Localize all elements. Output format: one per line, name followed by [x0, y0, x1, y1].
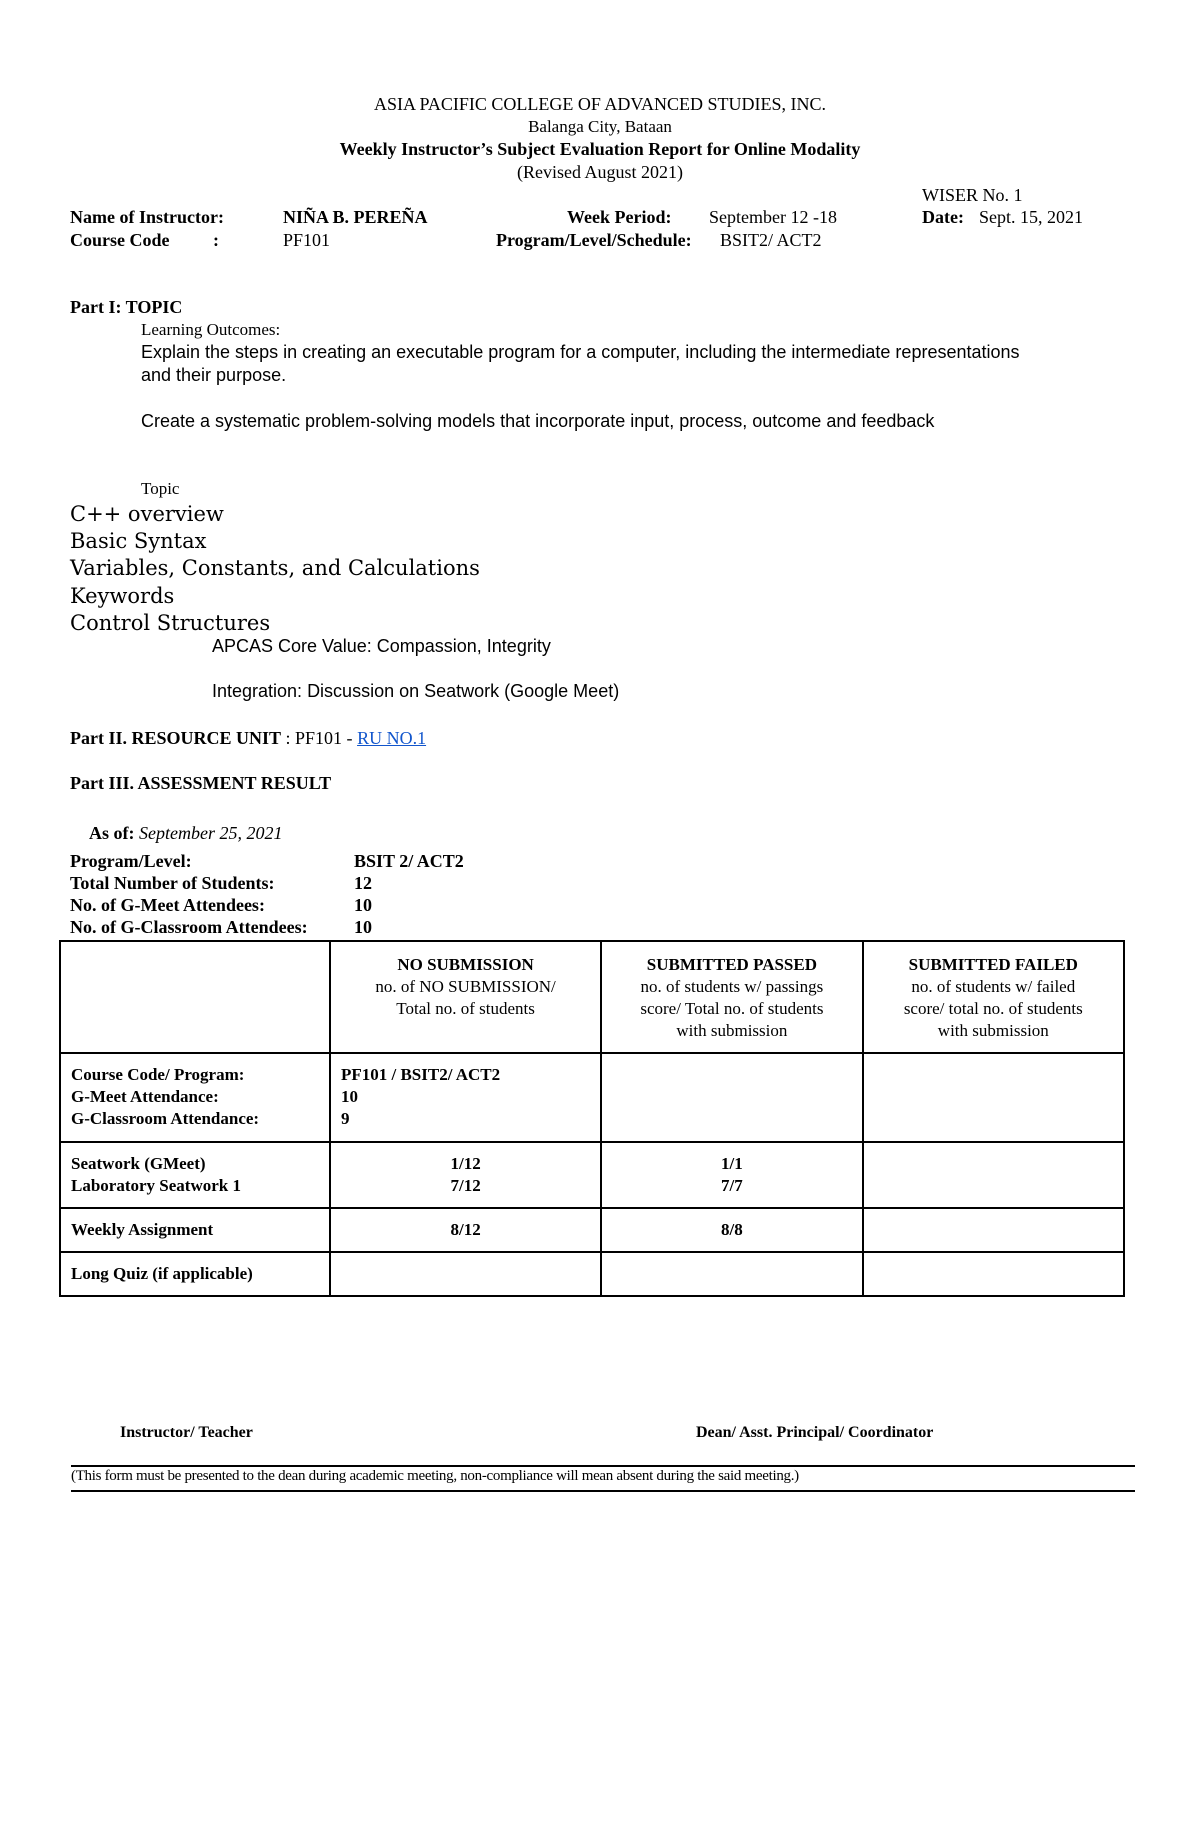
seatwork-no-submission: [330, 1142, 601, 1208]
cell-value: 7/12: [450, 1176, 481, 1195]
week-period-value: September 12 -18: [709, 207, 837, 227]
topic-item: Control Structures: [70, 611, 271, 635]
outcome-1-line2: and their purpose.: [141, 365, 287, 385]
week-period-label: Week Period:: [567, 207, 672, 227]
topic-item: Variables, Constants, and Calculations: [70, 556, 480, 580]
cell-value: 1/12: [450, 1154, 481, 1173]
empty-cell: [863, 1252, 1124, 1296]
course-code-value: PF101: [283, 230, 331, 250]
instructor-name: NIÑA B. PEREÑA: [283, 207, 428, 227]
assessment-table: [59, 940, 1125, 1297]
wiser-number: WISER No. 1: [922, 185, 1023, 205]
footer-note: (This form must be presented to the dean during academic meeting, non-compliance will mean absent during the said meeting.): [71, 1468, 799, 1484]
empty-cell: [601, 1252, 862, 1296]
part1-heading: Part I: TOPIC: [70, 297, 183, 317]
date-value: Sept. 15, 2021: [979, 207, 1084, 227]
row-value: PF101 / BSIT2/ ACT2: [340, 1065, 501, 1084]
submitted-passed-header: [601, 941, 862, 1053]
row-value: 10: [340, 1087, 358, 1106]
column-title: SUBMITTED PASSED: [646, 955, 817, 974]
empty-cell: [863, 1142, 1124, 1208]
course-row-labels: [60, 1053, 330, 1142]
column-desc-line: with submission: [676, 1021, 788, 1040]
topic-item: Keywords: [70, 584, 175, 608]
table-row: [60, 1053, 1124, 1142]
quiz-row-label: Long Quiz (if applicable): [60, 1252, 330, 1296]
part2-line: [70, 728, 426, 749]
part2-separator: : PF101 -: [281, 728, 358, 748]
row-value: 9: [340, 1109, 350, 1128]
weekly-no-submission: 8/12: [330, 1208, 601, 1252]
cell-value: 1/1: [721, 1154, 743, 1173]
core-value: APCAS Core Value: Compassion, Integrity: [212, 636, 551, 656]
summary-value: 10: [354, 895, 372, 915]
course-code-label: Course Code: [70, 230, 170, 250]
column-desc-line: no. of students w/ passings: [640, 977, 824, 996]
footer-top-rule: [71, 1465, 1135, 1467]
column-desc-line: score/ total no. of students: [903, 999, 1083, 1018]
table-row: [60, 1252, 1124, 1296]
summary-label: No. of G-Meet Attendees:: [70, 895, 265, 915]
column-desc-line: with submission: [937, 1021, 1049, 1040]
summary-value: BSIT 2/ ACT2: [354, 851, 464, 871]
weekly-passed: 8/8: [601, 1208, 862, 1252]
learning-outcomes-label: Learning Outcomes:: [141, 320, 281, 339]
table-row: [60, 1142, 1124, 1208]
course-code-colon: :: [213, 230, 219, 250]
footer-bottom-rule: [71, 1490, 1135, 1492]
program-schedule-value: BSIT2/ ACT2: [720, 230, 822, 250]
row-label: Seatwork (GMeet): [71, 1154, 206, 1173]
row-label: Laboratory Seatwork 1: [71, 1176, 241, 1195]
instructor-label: Name of Instructor:: [70, 207, 224, 227]
part2-heading: Part II. RESOURCE UNIT: [70, 728, 282, 748]
integration-line: Integration: Discussion on Seatwork (Google Meet): [212, 681, 620, 701]
empty-cell: [863, 1208, 1124, 1252]
instructor-signature-label: Instructor/ Teacher: [120, 1424, 253, 1441]
topic-label: Topic: [141, 479, 180, 498]
summary-label: Program/Level:: [70, 851, 192, 871]
city-line: Balanga City, Bataan: [528, 117, 672, 136]
empty-cell: [601, 1053, 862, 1142]
summary-label: Total Number of Students:: [70, 873, 275, 893]
seatwork-passed: [601, 1142, 862, 1208]
outcome-1-line1: Explain the steps in creating an executable program for a computer, including the intermediate representations: [141, 342, 1020, 362]
as-of-label: As of:: [89, 823, 135, 843]
as-of-line: [89, 823, 282, 844]
row-label: G-Meet Attendance:: [71, 1087, 219, 1106]
column-title: NO SUBMISSION: [397, 955, 534, 974]
revision-line: (Revised August 2021): [517, 162, 683, 182]
dean-signature-label: Dean/ Asst. Principal/ Coordinator: [696, 1424, 934, 1441]
course-row-values: [330, 1053, 601, 1142]
institution-name: ASIA PACIFIC COLLEGE OF ADVANCED STUDIES, INC.: [373, 94, 827, 114]
column-desc-line: Total no. of students: [396, 999, 535, 1018]
date-label: Date:: [922, 207, 964, 227]
summary-label: No. of G-Classroom Attendees:: [70, 917, 308, 937]
table-row: [60, 1208, 1124, 1252]
empty-cell: [863, 1053, 1124, 1142]
column-desc-line: no. of students w/ failed: [911, 977, 1076, 996]
summary-value: 10: [354, 917, 372, 937]
no-submission-header: [330, 941, 601, 1053]
topic-item: C++ overview: [70, 502, 224, 526]
row-label: Course Code/ Program:: [71, 1065, 245, 1084]
column-title: SUBMITTED FAILED: [908, 955, 1078, 974]
as-of-date: September 25, 2021: [139, 823, 283, 843]
header-empty-cell: [60, 941, 330, 1053]
row-label: G-Classroom Attendance:: [71, 1109, 260, 1128]
table-header-row: [60, 941, 1124, 1053]
column-desc-line: score/ Total no. of students: [640, 999, 824, 1018]
cell-value: 7/7: [721, 1176, 743, 1195]
seatwork-row-labels: [60, 1142, 330, 1208]
submitted-failed-header: [863, 941, 1124, 1053]
empty-cell: [330, 1252, 601, 1296]
resource-unit-link[interactable]: RU NO.1: [357, 728, 427, 748]
report-title: Weekly Instructor’s Subject Evaluation Report for Online Modality: [339, 139, 861, 159]
part3-heading: Part III. ASSESSMENT RESULT: [70, 773, 332, 793]
program-schedule-label: Program/Level/Schedule:: [496, 230, 692, 250]
outcome-2: Create a systematic problem-solving models that incorporate input, process, outcome and feedback: [141, 411, 935, 431]
topic-item: Basic Syntax: [70, 529, 207, 553]
weekly-row-label: Weekly Assignment: [60, 1208, 330, 1252]
summary-value: 12: [354, 873, 372, 893]
column-desc-line: no. of NO SUBMISSION/: [375, 977, 556, 996]
